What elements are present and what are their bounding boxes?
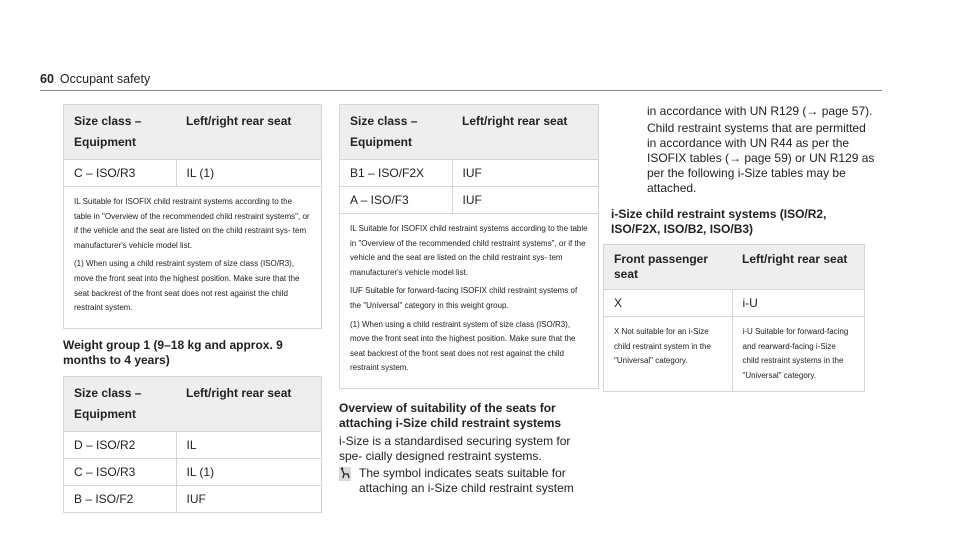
footnote-1: (1) When using a child restraint system of size class (ISO/R3), move the front seat into the highest position. Make sure that the seat backrest of the front seat does not rest against the child restraint system. — [350, 319, 576, 373]
table-header: Size class – Equipment — [340, 105, 452, 160]
footnote-il: IL Suitable for ISOFIX child restraint systems according to the table in "Overview of the recommended child restraint systems", or if the vehicle and the seat are listed on the child restraint sys- tem manufacturer's vehicle model list. — [74, 197, 310, 250]
table-row — [604, 317, 864, 392]
table-cell: IUF — [452, 160, 598, 187]
table-cell: i-U — [732, 290, 864, 317]
isize-table — [603, 244, 865, 392]
page-header — [40, 72, 150, 86]
column-1 — [63, 104, 322, 513]
table-footnote — [64, 187, 321, 328]
page-number: 60 — [40, 72, 54, 86]
table-cell: IL (1) — [176, 160, 321, 187]
table-cell: IUF — [452, 187, 598, 214]
child-seat-icon — [339, 467, 351, 481]
footnote-x: X Not suitable for an i-Size child restraint system in the "Universal" category. — [604, 317, 732, 392]
table-row — [64, 431, 321, 458]
table-row — [64, 160, 321, 187]
table-cell: X — [604, 290, 732, 317]
table-header: Size class – Equipment — [64, 377, 176, 432]
table-header: Left/right rear seat — [176, 105, 321, 160]
table-cell: IUF — [176, 485, 321, 512]
footnote-1: (1) When using a child restraint system of size class (ISO/R3), move the front seat into the highest position. Make sure that the seat backrest of the front seat does not rest against the child restraint system. — [74, 259, 300, 313]
isofix-table-3 — [339, 104, 599, 389]
column-3 — [611, 104, 881, 392]
table-header: Left/right rear seat — [732, 245, 864, 290]
table-footnote — [340, 214, 598, 388]
symbol-note-text: The symbol indicates seats suitable for attaching an i-Size child restraint system — [359, 465, 574, 495]
table-row — [64, 485, 321, 512]
table-header: Left/right rear seat — [176, 377, 321, 432]
table-cell: A – ISO/F3 — [340, 187, 452, 214]
section-title: Occupant safety — [59, 72, 151, 86]
table-cell: B1 – ISO/F2X — [340, 160, 452, 187]
table-cell: B – ISO/F2 — [64, 485, 176, 512]
continued-paragraph: in accordance with UN R129 (→ page 57). — [647, 104, 873, 118]
isofix-table-1 — [63, 104, 322, 329]
footnote-iu: i-U Suitable for forward-facing and rearward-facing i-Size child restraint systems in the "Universal" category. — [732, 317, 864, 392]
isize-symbol-note — [339, 466, 599, 496]
table-cell: D – ISO/R2 — [64, 431, 176, 458]
isize-paragraph: i-Size is a standardised securing system for spe- cially designed restraint systems. — [339, 433, 571, 463]
isofix-table-2 — [63, 376, 322, 513]
table-header: Front passenger seat — [604, 245, 732, 290]
table-cell: C – ISO/R3 — [64, 458, 176, 485]
isize-systems-heading: i-Size child restraint systems (ISO/R2, ISO/F2X, ISO/B2, ISO/B3) — [611, 207, 827, 236]
table-header: Left/right rear seat — [452, 105, 598, 160]
table-cell: IL — [176, 431, 321, 458]
footnote-il: IL Suitable for ISOFIX child restraint systems according to the table in "Overview of the recommended child restraint systems", or if the vehicle and the seat are listed on the child restraint sys- tem manufacturer's vehicle model list. — [350, 224, 588, 277]
footnote-iuf: IUF Suitable for forward-facing ISOFIX child restraint systems of the "Universal" category in this weight group. — [350, 286, 578, 310]
table-row — [340, 187, 598, 214]
table-row — [604, 290, 864, 317]
table-cell: IL (1) — [176, 458, 321, 485]
table-row — [64, 458, 321, 485]
isize-overview-heading: Overview of suitability of the seats for attaching i-Size child restraint systems — [339, 400, 562, 430]
table-header: Size class – Equipment — [64, 105, 176, 160]
permitted-systems-paragraph: Child restraint systems that are permitted in accordance with UN R44 as per the ISOFIX tables (→ page 59) or UN R129 as per the following i-Size tables may be attached. — [647, 121, 875, 195]
header-divider — [40, 90, 882, 91]
column-2 — [339, 104, 599, 496]
table-cell: C – ISO/R3 — [64, 160, 176, 187]
weight-group-heading: Weight group 1 (9–18 kg and approx. 9 months to 4 years) — [63, 337, 283, 367]
table-row — [340, 160, 598, 187]
